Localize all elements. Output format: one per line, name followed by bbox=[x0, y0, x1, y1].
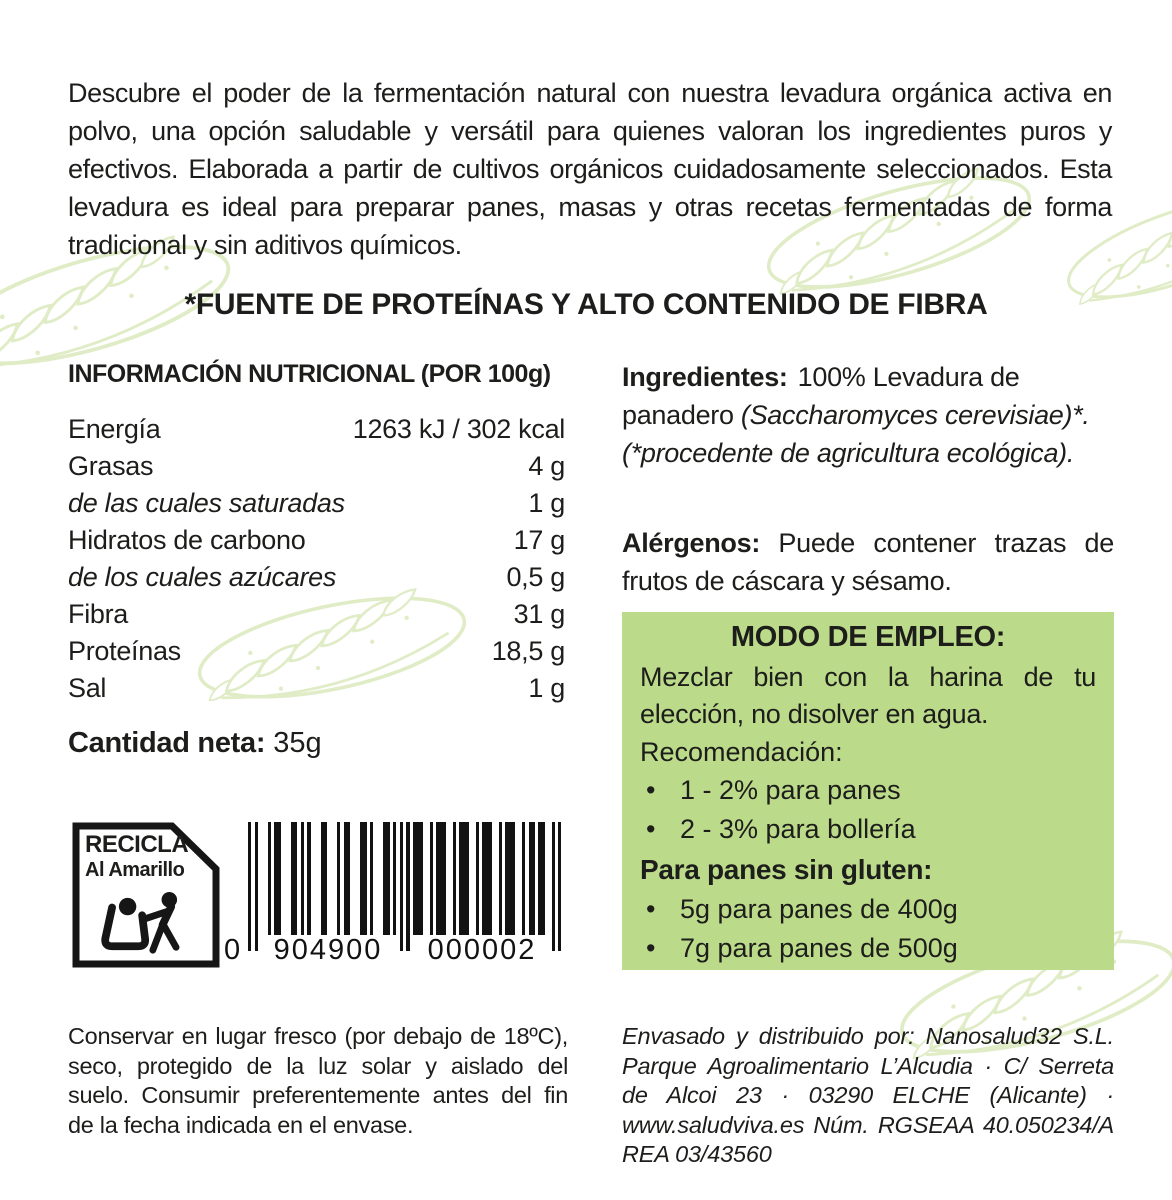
usage-title: MODO DE EMPLEO: bbox=[730, 621, 1006, 653]
nutrient-value: 4 g bbox=[528, 451, 565, 481]
recycle-text-line1: RECICLA bbox=[85, 831, 189, 858]
storage-instructions: Conservar en lugar fresco (por debajo de 18ºC), seco, protegido de la luz solar y aislado del suelo. Consumir preferentemente antes del fin de la fecha indicada en el envase. bbox=[68, 1023, 568, 1138]
allergens-paragraph bbox=[622, 524, 1114, 600]
net-quantity-value: 35g bbox=[265, 727, 322, 759]
barcode bbox=[224, 822, 562, 968]
nutrition-row bbox=[68, 485, 565, 522]
barcode-digits-right: 000002 bbox=[427, 934, 537, 966]
usage-box bbox=[622, 612, 1114, 970]
gluten-free-title: Para panes sin gluten: bbox=[640, 854, 933, 885]
usage-bullet-text: 1 - 2% para panes bbox=[680, 775, 901, 805]
nutrient-value: 1 g bbox=[528, 673, 565, 703]
ingredients-italic-text: (Saccharomyces cerevisiae)*. (*procedente de agricultura ecológica). bbox=[622, 400, 1090, 468]
intro-paragraph: Descubre el poder de la fermentación natural con nuestra levadura orgánica activa en polvo, una opción saludable y versátil para quienes valoran los ingredientes puros y efectivos. Elaborada a partir de cultivos orgánicos cuidadosamente seleccionados. Esta levadura es ideal para preparar panes, masas y otras recetas fermentadas de forma tradicional y sin aditivos químicos. bbox=[68, 78, 1112, 260]
ingredients-paragraph bbox=[622, 358, 1114, 472]
usage-bullet-text: 2 - 3% para bollería bbox=[680, 814, 916, 844]
nutrition-table bbox=[68, 411, 565, 707]
allergens-text: Puede contener trazas de frutos de cáscara y sésamo. bbox=[622, 528, 1114, 596]
bullet-icon: • bbox=[646, 775, 656, 805]
recycle-text-line2: Al Amarillo bbox=[85, 859, 185, 881]
nutrient-label: Sal bbox=[68, 673, 107, 703]
nutrient-value: 18,5 g bbox=[491, 636, 565, 666]
nutrient-label: Proteínas bbox=[68, 636, 181, 666]
distributor-paragraph: Envasado y distribuido por: Nanosalud32 S.L. Parque Agroalimentario L’Alcudia · C/ Serreta de Alcoi 23 · 03290 ELCHE (Alicante) · www.saludviva.es Núm. RGSEAA 40.050234/A REA 03/43560 bbox=[622, 1023, 1114, 1167]
usage-bullet-text: 7g para panes de 500g bbox=[680, 933, 958, 963]
nutrition-panel bbox=[68, 360, 565, 707]
nutrient-label: Hidratos de carbono bbox=[68, 525, 306, 555]
nutrient-label: Energía bbox=[68, 414, 161, 444]
nutrition-row bbox=[68, 448, 565, 485]
nutrient-value: 17 g bbox=[513, 525, 565, 555]
ingredients-text: 100% Levadura de panadero bbox=[622, 362, 1020, 430]
barcode-digits-left: 904900 bbox=[273, 934, 383, 966]
nutrient-label: de los cuales azúcares bbox=[68, 562, 337, 592]
usage-intro: Mezclar bien con la harina de tu elección, no disolver en agua. bbox=[640, 662, 1096, 729]
nutrient-value: 1 g bbox=[528, 488, 565, 518]
bullet-icon: • bbox=[646, 814, 656, 844]
nutrient-value: 0,5 g bbox=[506, 562, 565, 592]
nutrient-value: 1263 kJ / 302 kcal bbox=[352, 414, 565, 444]
nutrition-row bbox=[68, 559, 565, 596]
nutrition-title: INFORMACIÓN NUTRICIONAL (POR 100g) bbox=[68, 360, 551, 388]
nutrition-row bbox=[68, 596, 565, 633]
nutrient-label: Grasas bbox=[68, 451, 154, 481]
nutrient-value: 31 g bbox=[513, 599, 565, 629]
usage-bullet-text: 5g para panes de 400g bbox=[680, 894, 958, 924]
ingredients-label: Ingredientes: bbox=[622, 362, 788, 392]
bullet-icon: • bbox=[646, 894, 656, 924]
usage-bullet bbox=[640, 810, 1096, 849]
nutrition-row bbox=[68, 522, 565, 559]
allergens-label: Alérgenos: bbox=[622, 528, 761, 558]
claim-heading: *FUENTE DE PROTEÍNAS Y ALTO CONTENIDO DE FIBRA bbox=[184, 288, 988, 321]
nutrition-row bbox=[68, 411, 565, 448]
nutrition-row bbox=[68, 633, 565, 670]
usage-bullet-list bbox=[640, 771, 1096, 849]
nutrient-label: Fibra bbox=[68, 599, 129, 629]
usage-bullet bbox=[640, 771, 1096, 810]
usage-bullet bbox=[640, 890, 1096, 929]
nutrient-label: de las cuales saturadas bbox=[68, 488, 345, 518]
barcode-digit-prefix: 0 bbox=[224, 934, 241, 966]
usage-bullet-list bbox=[640, 890, 1096, 968]
net-quantity bbox=[68, 727, 322, 760]
usage-bullet bbox=[640, 929, 1096, 968]
bullet-icon: • bbox=[646, 933, 656, 963]
usage-subtitle: Recomendación: bbox=[640, 737, 843, 767]
nutrition-row bbox=[68, 670, 565, 707]
net-quantity-label: Cantidad neta: bbox=[68, 727, 266, 759]
recycle-logo bbox=[72, 822, 220, 968]
tidyman-icon bbox=[92, 892, 202, 956]
